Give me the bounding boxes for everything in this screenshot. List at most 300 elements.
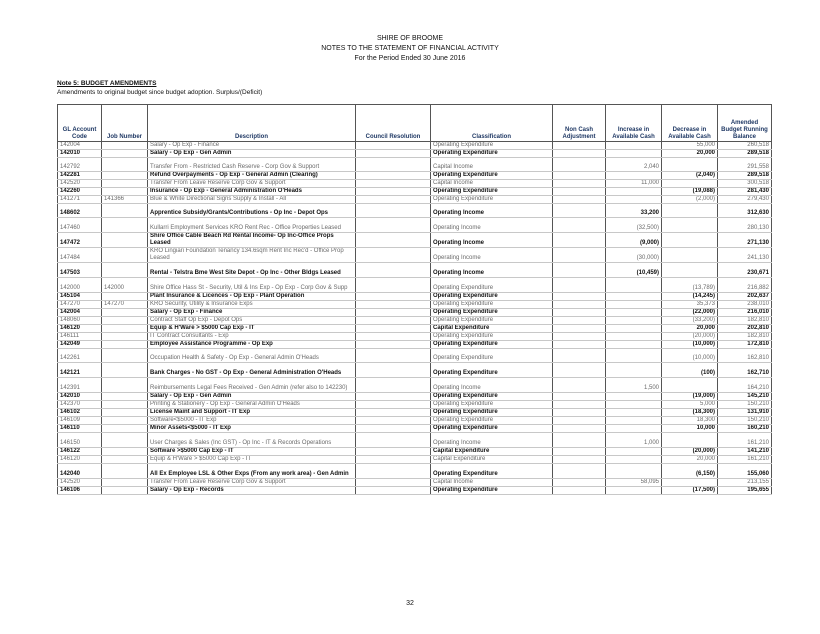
- non-cash-cell: [553, 349, 606, 363]
- resolution-cell: [356, 378, 431, 393]
- description-cell: Equip & H'Ware > $5000 Cap Exp - IT: [148, 325, 356, 333]
- increase-cell: (10,459): [606, 263, 662, 278]
- resolution-cell: [356, 448, 431, 456]
- classification-cell: Operating Expenditure: [431, 464, 553, 479]
- job-number-cell: [102, 172, 148, 180]
- resolution-cell: [356, 172, 431, 180]
- job-number-cell: [102, 142, 148, 150]
- gl-code-cell: 146150: [58, 433, 102, 448]
- gl-code-cell: 142040: [58, 464, 102, 479]
- resolution-cell: [356, 196, 431, 204]
- job-number-cell: [102, 349, 148, 363]
- gl-code-cell: 146106: [58, 487, 102, 495]
- job-number-cell: [102, 487, 148, 495]
- increase-cell: [606, 317, 662, 325]
- col-job-number: Job Number: [102, 105, 148, 142]
- description-cell: Minor Assets<$5000 - IT Exp: [148, 425, 356, 433]
- decrease-cell: 5,000: [662, 401, 718, 409]
- resolution-cell: [356, 204, 431, 218]
- classification-cell: Operating Income: [431, 233, 553, 248]
- note-subtitle: Amendments to original budget since budget adoption. Surplus/(Deficit): [57, 89, 263, 96]
- description-cell: Transfer From - Restricted Cash Reserve - Corp Gov & Support: [148, 158, 356, 172]
- balance-cell: 291,558: [718, 158, 772, 172]
- description-cell: Shire Office Cable Beach Rd Rental Income- Op Inc-Office Props Leased: [148, 233, 356, 248]
- increase-cell: [606, 456, 662, 464]
- gl-code-cell: 147472: [58, 233, 102, 248]
- balance-cell: 131,910: [718, 409, 772, 417]
- non-cash-cell: [553, 417, 606, 425]
- decrease-cell: 20,000: [662, 325, 718, 333]
- job-number-cell: [102, 325, 148, 333]
- table-row: [58, 278, 772, 293]
- non-cash-cell: [553, 142, 606, 150]
- balance-cell: 150,210: [718, 417, 772, 425]
- classification-cell: Operating Expenditure: [431, 425, 553, 433]
- decrease-cell: 18,300: [662, 417, 718, 425]
- balance-cell: 216,882: [718, 278, 772, 293]
- job-number-cell: [102, 218, 148, 233]
- non-cash-cell: [553, 188, 606, 196]
- non-cash-cell: [553, 325, 606, 333]
- increase-cell: [606, 401, 662, 409]
- job-number-cell: [102, 456, 148, 464]
- decrease-cell: 20,000: [662, 456, 718, 464]
- gl-code-cell: 147484: [58, 248, 102, 263]
- non-cash-cell: [553, 378, 606, 393]
- gl-code-cell: 142261: [58, 349, 102, 363]
- non-cash-cell: [553, 393, 606, 401]
- classification-cell: Operating Income: [431, 218, 553, 233]
- increase-cell: 11,000: [606, 180, 662, 188]
- balance-cell: 145,210: [718, 393, 772, 401]
- classification-cell: Operating Expenditure: [431, 417, 553, 425]
- table-row: [58, 341, 772, 349]
- gl-code-cell: 147503: [58, 263, 102, 278]
- decrease-cell: (20,000): [662, 448, 718, 456]
- decrease-cell: (6,150): [662, 464, 718, 479]
- decrease-cell: 35,373: [662, 301, 718, 309]
- classification-cell: Operating Expenditure: [431, 401, 553, 409]
- decrease-cell: (2,000): [662, 196, 718, 204]
- balance-cell: 230,671: [718, 263, 772, 278]
- description-cell: Salary - Op Exp - Gen Admin: [148, 393, 356, 401]
- table-row: [58, 409, 772, 417]
- table-row: [58, 487, 772, 495]
- non-cash-cell: [553, 180, 606, 188]
- job-number-cell: [102, 448, 148, 456]
- decrease-cell: (13,789): [662, 278, 718, 293]
- resolution-cell: [356, 401, 431, 409]
- job-number-cell: [102, 158, 148, 172]
- resolution-cell: [356, 158, 431, 172]
- non-cash-cell: [553, 218, 606, 233]
- classification-cell: Operating Expenditure: [431, 142, 553, 150]
- balance-cell: 182,810: [718, 333, 772, 341]
- non-cash-cell: [553, 448, 606, 456]
- increase-cell: [606, 349, 662, 363]
- non-cash-cell: [553, 233, 606, 248]
- description-cell: Salary - Op Exp - Records: [148, 487, 356, 495]
- non-cash-cell: [553, 278, 606, 293]
- increase-cell: [606, 417, 662, 425]
- job-number-cell: [102, 341, 148, 349]
- job-number-cell: [102, 293, 148, 301]
- table-row: [58, 363, 772, 378]
- job-number-cell: 147270: [102, 301, 148, 309]
- increase-cell: [606, 142, 662, 150]
- increase-cell: [606, 188, 662, 196]
- gl-code-cell: 142004: [58, 142, 102, 150]
- decrease-cell: [662, 433, 718, 448]
- increase-cell: [606, 341, 662, 349]
- non-cash-cell: [553, 204, 606, 218]
- classification-cell: Operating Income: [431, 263, 553, 278]
- description-cell: Insurance - Op Exp - General Administration O'Heads: [148, 188, 356, 196]
- gl-code-cell: 142000: [58, 278, 102, 293]
- non-cash-cell: [553, 248, 606, 263]
- gl-code-cell: 142391: [58, 378, 102, 393]
- classification-cell: Capital Income: [431, 180, 553, 188]
- description-cell: Software >$5000 Cap Exp - IT: [148, 448, 356, 456]
- classification-cell: Operating Expenditure: [431, 393, 553, 401]
- classification-cell: Operating Expenditure: [431, 317, 553, 325]
- gl-code-cell: 141271: [58, 196, 102, 204]
- gl-code-cell: 142010: [58, 393, 102, 401]
- increase-cell: 1,500: [606, 378, 662, 393]
- resolution-cell: [356, 363, 431, 378]
- gl-code-cell: 142281: [58, 172, 102, 180]
- classification-cell: Operating Income: [431, 204, 553, 218]
- resolution-cell: [356, 248, 431, 263]
- balance-cell: 300,518: [718, 180, 772, 188]
- description-cell: Employee Assistance Programme - Op Exp: [148, 341, 356, 349]
- classification-cell: Operating Income: [431, 433, 553, 448]
- description-cell: Salary - Op Exp - Gen Admin: [148, 150, 356, 158]
- decrease-cell: 20,000: [662, 150, 718, 158]
- gl-code-cell: 146109: [58, 417, 102, 425]
- gl-code-cell: 142792: [58, 158, 102, 172]
- table-header-row: [58, 105, 772, 142]
- increase-cell: [606, 464, 662, 479]
- resolution-cell: [356, 425, 431, 433]
- classification-cell: Operating Expenditure: [431, 278, 553, 293]
- decrease-cell: (10,000): [662, 341, 718, 349]
- classification-cell: Operating Expenditure: [431, 409, 553, 417]
- table-row: [58, 349, 772, 363]
- table-row: [58, 401, 772, 409]
- balance-cell: 312,630: [718, 204, 772, 218]
- decrease-cell: (2,040): [662, 172, 718, 180]
- table-row: [58, 218, 772, 233]
- gl-code-cell: 146120: [58, 325, 102, 333]
- decrease-cell: 10,000: [662, 425, 718, 433]
- balance-cell: 213,155: [718, 479, 772, 487]
- job-number-cell: [102, 180, 148, 188]
- decrease-cell: (18,300): [662, 409, 718, 417]
- gl-code-cell: 146111: [58, 333, 102, 341]
- balance-cell: 216,010: [718, 309, 772, 317]
- col-gl-code: GL Account Code: [58, 105, 102, 142]
- description-cell: Bank Charges - No GST - Op Exp - General Administration O'Heads: [148, 363, 356, 378]
- classification-cell: Operating Expenditure: [431, 333, 553, 341]
- non-cash-cell: [553, 158, 606, 172]
- classification-cell: Operating Expenditure: [431, 349, 553, 363]
- decrease-cell: (17,500): [662, 487, 718, 495]
- table-row: [58, 317, 772, 325]
- resolution-cell: [356, 487, 431, 495]
- increase-cell: [606, 393, 662, 401]
- job-number-cell: [102, 248, 148, 263]
- gl-code-cell: 142520: [58, 180, 102, 188]
- non-cash-cell: [553, 456, 606, 464]
- classification-cell: Operating Expenditure: [431, 487, 553, 495]
- balance-cell: 161,210: [718, 456, 772, 464]
- resolution-cell: [356, 479, 431, 487]
- gl-code-cell: 142004: [58, 309, 102, 317]
- description-cell: Blue & White Directional Signs Supply & Install - All: [148, 196, 356, 204]
- balance-cell: 172,810: [718, 341, 772, 349]
- increase-cell: [606, 363, 662, 378]
- resolution-cell: [356, 278, 431, 293]
- increase-cell: [606, 409, 662, 417]
- report-title: NOTES TO THE STATEMENT OF FINANCIAL ACTIVITY: [321, 45, 499, 52]
- resolution-cell: [356, 150, 431, 158]
- description-cell: Salary - Op Exp - Finance: [148, 142, 356, 150]
- description-cell: Apprentice Subsidy/Grants/Contributions - Op Inc - Depot Ops: [148, 204, 356, 218]
- classification-cell: Operating Expenditure: [431, 363, 553, 378]
- job-number-cell: [102, 204, 148, 218]
- non-cash-cell: [553, 409, 606, 417]
- description-cell: Occupation Health & Safety - Op Exp - General Admin O'Heads: [148, 349, 356, 363]
- report-period: For the Period Ended 30 June 2016: [354, 55, 466, 62]
- col-council-resolution: Council Resolution: [356, 105, 431, 142]
- balance-cell: 160,210: [718, 425, 772, 433]
- increase-cell: (9,000): [606, 233, 662, 248]
- table-row: [58, 293, 772, 301]
- classification-cell: Operating Expenditure: [431, 196, 553, 204]
- decrease-cell: (20,000): [662, 333, 718, 341]
- increase-cell: [606, 309, 662, 317]
- increase-cell: [606, 487, 662, 495]
- gl-code-cell: 146110: [58, 425, 102, 433]
- job-number-cell: [102, 401, 148, 409]
- balance-cell: 182,810: [718, 317, 772, 325]
- table-row: [58, 233, 772, 248]
- decrease-cell: [662, 233, 718, 248]
- balance-cell: 141,210: [718, 448, 772, 456]
- col-balance: Amended Budget Running Balance: [718, 105, 772, 142]
- increase-cell: 1,000: [606, 433, 662, 448]
- decrease-cell: 55,000: [662, 142, 718, 150]
- non-cash-cell: [553, 433, 606, 448]
- increase-cell: [606, 333, 662, 341]
- table-row: [58, 309, 772, 317]
- non-cash-cell: [553, 401, 606, 409]
- job-number-cell: [102, 433, 148, 448]
- increase-cell: [606, 172, 662, 180]
- job-number-cell: [102, 378, 148, 393]
- resolution-cell: [356, 409, 431, 417]
- non-cash-cell: [553, 333, 606, 341]
- increase-cell: [606, 150, 662, 158]
- gl-code-cell: 146102: [58, 409, 102, 417]
- non-cash-cell: [553, 263, 606, 278]
- resolution-cell: [356, 333, 431, 341]
- gl-code-cell: 142370: [58, 401, 102, 409]
- resolution-cell: [356, 301, 431, 309]
- resolution-cell: [356, 456, 431, 464]
- resolution-cell: [356, 433, 431, 448]
- job-number-cell: [102, 479, 148, 487]
- job-number-cell: [102, 464, 148, 479]
- table-row: [58, 448, 772, 456]
- classification-cell: Capital Expenditure: [431, 448, 553, 456]
- increase-cell: [606, 325, 662, 333]
- description-cell: Contract Staff Op Exp - Depot Ops: [148, 317, 356, 325]
- job-number-cell: [102, 363, 148, 378]
- job-number-cell: [102, 333, 148, 341]
- description-cell: KRO Lingiari Foundation Tenancy 134.6sqm Rent Inc Rec'd - Office Prop Leased: [148, 248, 356, 263]
- table-row: [58, 325, 772, 333]
- resolution-cell: [356, 417, 431, 425]
- description-cell: License Maint and Support - IT Exp: [148, 409, 356, 417]
- increase-cell: 33,200: [606, 204, 662, 218]
- decrease-cell: [662, 218, 718, 233]
- balance-cell: 161,210: [718, 433, 772, 448]
- decrease-cell: (100): [662, 363, 718, 378]
- decrease-cell: [662, 180, 718, 188]
- description-cell: Transfer From Leave Reserve Corp Gov & Support: [148, 479, 356, 487]
- non-cash-cell: [553, 487, 606, 495]
- gl-code-cell: 145104: [58, 293, 102, 301]
- balance-cell: 155,060: [718, 464, 772, 479]
- description-cell: Transfer From Leave Reserve Corp Gov & Support: [148, 180, 356, 188]
- description-cell: Equip & H'Ware > $5000 Cap Exp - IT: [148, 456, 356, 464]
- balance-cell: 289,518: [718, 172, 772, 180]
- description-cell: Software<$5000 - IT Exp: [148, 417, 356, 425]
- classification-cell: Capital Expenditure: [431, 325, 553, 333]
- classification-cell: Capital Income: [431, 158, 553, 172]
- description-cell: KRO Security, Utility & Insurance Exps: [148, 301, 356, 309]
- decrease-cell: (10,000): [662, 349, 718, 363]
- description-cell: IT Contract Consultants - Exp: [148, 333, 356, 341]
- non-cash-cell: [553, 479, 606, 487]
- decrease-cell: (19,000): [662, 393, 718, 401]
- table-row: [58, 301, 772, 309]
- resolution-cell: [356, 349, 431, 363]
- table-row: [58, 417, 772, 425]
- table-row: [58, 158, 772, 172]
- balance-cell: 164,210: [718, 378, 772, 393]
- increase-cell: 58,095: [606, 479, 662, 487]
- non-cash-cell: [553, 363, 606, 378]
- description-cell: Kullarri Employment Services KRO Rent Rec - Office Properties Leased: [148, 218, 356, 233]
- balance-cell: 202,637: [718, 293, 772, 301]
- increase-cell: 2,040: [606, 158, 662, 172]
- gl-code-cell: 148060: [58, 317, 102, 325]
- classification-cell: Operating Expenditure: [431, 172, 553, 180]
- classification-cell: Operating Income: [431, 378, 553, 393]
- gl-code-cell: 148602: [58, 204, 102, 218]
- balance-cell: 279,430: [718, 196, 772, 204]
- decrease-cell: [662, 204, 718, 218]
- balance-cell: 271,130: [718, 233, 772, 248]
- increase-cell: (30,000): [606, 248, 662, 263]
- non-cash-cell: [553, 172, 606, 180]
- col-classification: Classification: [431, 105, 553, 142]
- non-cash-cell: [553, 341, 606, 349]
- non-cash-cell: [553, 293, 606, 301]
- job-number-cell: [102, 309, 148, 317]
- resolution-cell: [356, 188, 431, 196]
- table-row: [58, 150, 772, 158]
- balance-cell: 238,010: [718, 301, 772, 309]
- table-row: [58, 263, 772, 278]
- decrease-cell: [662, 248, 718, 263]
- classification-cell: Operating Expenditure: [431, 150, 553, 158]
- description-cell: Refund Overpayments - Op Exp - General Admin (Clearing): [148, 172, 356, 180]
- description-cell: Printing & Stationery - Op Exp - General Admin O'Heads: [148, 401, 356, 409]
- table-row: [58, 142, 772, 150]
- table-row: [58, 180, 772, 188]
- note-title: Note 5: BUDGET AMENDMENTS: [57, 80, 157, 87]
- description-cell: Reimbursements Legal Fees Received - Gen Admin (refer also to 142230): [148, 378, 356, 393]
- gl-code-cell: 142049: [58, 341, 102, 349]
- description-cell: Plant Insurance & Licences - Op Exp - Plant Operation: [148, 293, 356, 301]
- balance-cell: 281,430: [718, 188, 772, 196]
- gl-code-cell: 146122: [58, 448, 102, 456]
- description-cell: Rental - Telstra Bme West Site Depot - Op Inc - Other Bldgs Leased: [148, 263, 356, 278]
- decrease-cell: [662, 378, 718, 393]
- table-row: [58, 433, 772, 448]
- resolution-cell: [356, 325, 431, 333]
- increase-cell: [606, 448, 662, 456]
- job-number-cell: [102, 150, 148, 158]
- job-number-cell: [102, 263, 148, 278]
- gl-code-cell: 147270: [58, 301, 102, 309]
- non-cash-cell: [553, 301, 606, 309]
- table-row: [58, 464, 772, 479]
- classification-cell: Operating Expenditure: [431, 293, 553, 301]
- table-row: [58, 425, 772, 433]
- gl-code-cell: 147460: [58, 218, 102, 233]
- col-non-cash: Non Cash Adjustment: [553, 105, 606, 142]
- increase-cell: [606, 425, 662, 433]
- increase-cell: [606, 196, 662, 204]
- description-cell: Salary - Op Exp - Finance: [148, 309, 356, 317]
- increase-cell: [606, 293, 662, 301]
- decrease-cell: (19,088): [662, 188, 718, 196]
- org-name: SHIRE OF BROOME: [376, 35, 444, 42]
- decrease-cell: (22,000): [662, 309, 718, 317]
- table-row: [58, 393, 772, 401]
- job-number-cell: 142000: [102, 278, 148, 293]
- non-cash-cell: [553, 464, 606, 479]
- non-cash-cell: [553, 309, 606, 317]
- resolution-cell: [356, 317, 431, 325]
- decrease-cell: (14,245): [662, 293, 718, 301]
- table-row: [58, 378, 772, 393]
- balance-cell: 150,210: [718, 401, 772, 409]
- gl-code-cell: 142260: [58, 188, 102, 196]
- gl-code-cell: 142010: [58, 150, 102, 158]
- description-cell: All Ex Employee LSL & Other Exps (From any work area) - Gen Admin: [148, 464, 356, 479]
- increase-cell: [606, 278, 662, 293]
- resolution-cell: [356, 233, 431, 248]
- classification-cell: Operating Expenditure: [431, 309, 553, 317]
- resolution-cell: [356, 293, 431, 301]
- budget-amendments-table: [57, 104, 772, 495]
